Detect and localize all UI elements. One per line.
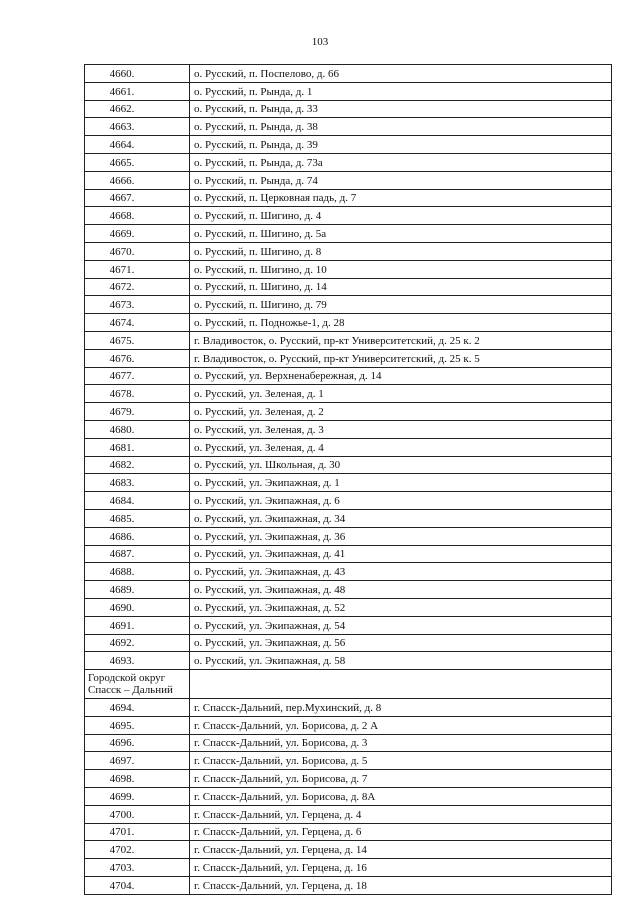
row-address: о. Русский, п. Рында, д. 1 xyxy=(190,82,612,100)
row-number: 4666. xyxy=(85,171,190,189)
row-address: о. Русский, п. Рында, д. 38 xyxy=(190,118,612,136)
row-number: 4694. xyxy=(85,699,190,717)
table-row xyxy=(85,403,612,421)
row-number: 4704. xyxy=(85,877,190,895)
table-row xyxy=(85,82,612,100)
row-number: 4667. xyxy=(85,189,190,207)
row-address: о. Русский, п. Рында, д. 39 xyxy=(190,136,612,154)
table-row xyxy=(85,153,612,171)
table-row xyxy=(85,734,612,752)
table-row xyxy=(85,420,612,438)
table-row xyxy=(85,616,612,634)
row-number: 4699. xyxy=(85,788,190,806)
row-number: 4660. xyxy=(85,65,190,83)
table-row xyxy=(85,545,612,563)
row-address: о. Русский, ул. Экипажная, д. 54 xyxy=(190,616,612,634)
row-number: 4670. xyxy=(85,242,190,260)
row-number: 4689. xyxy=(85,581,190,599)
section-label: Городской округ Спасск – Дальний xyxy=(85,670,190,699)
table-row xyxy=(85,438,612,456)
row-address: о. Русский, п. Подножье-1, д. 28 xyxy=(190,314,612,332)
table-row xyxy=(85,841,612,859)
row-address: г. Спасск-Дальний, ул. Борисова, д. 3 xyxy=(190,734,612,752)
table-row xyxy=(85,65,612,83)
row-number: 4681. xyxy=(85,438,190,456)
table-row xyxy=(85,877,612,895)
row-number: 4687. xyxy=(85,545,190,563)
page-number: 103 xyxy=(311,36,329,48)
row-number: 4698. xyxy=(85,770,190,788)
row-address: о. Русский, ул. Зеленая, д. 1 xyxy=(190,385,612,403)
table-row xyxy=(85,171,612,189)
row-address: г. Спасск-Дальний, ул. Борисова, д. 7 xyxy=(190,770,612,788)
row-number: 4678. xyxy=(85,385,190,403)
row-address: о. Русский, ул. Экипажная, д. 48 xyxy=(190,581,612,599)
row-address: г. Спасск-Дальний, ул. Борисова, д. 2 А xyxy=(190,716,612,734)
table-row xyxy=(85,752,612,770)
row-number: 4679. xyxy=(85,403,190,421)
row-number: 4700. xyxy=(85,805,190,823)
row-number: 4690. xyxy=(85,598,190,616)
row-address: г. Спасск-Дальний, ул. Герцена, д. 4 xyxy=(190,805,612,823)
table-row xyxy=(85,634,612,652)
table-row xyxy=(85,349,612,367)
row-number: 4695. xyxy=(85,716,190,734)
rows-after xyxy=(85,699,612,895)
table-row xyxy=(85,652,612,670)
section-block xyxy=(85,670,612,699)
row-address: о. Русский, п. Шигино, д. 4 xyxy=(190,207,612,225)
row-number: 4685. xyxy=(85,509,190,527)
table-row xyxy=(85,716,612,734)
row-address: о. Русский, п. Шигино, д. 10 xyxy=(190,260,612,278)
row-number: 4665. xyxy=(85,153,190,171)
table-row xyxy=(85,367,612,385)
table-row xyxy=(85,770,612,788)
table-row xyxy=(85,563,612,581)
table-row xyxy=(85,260,612,278)
row-address: г. Владивосток, о. Русский, пр-кт Университетский, д. 25 к. 5 xyxy=(190,349,612,367)
row-address: о. Русский, п. Рында, д. 73а xyxy=(190,153,612,171)
row-number: 4673. xyxy=(85,296,190,314)
row-address: о. Русский, п. Рында, д. 33 xyxy=(190,100,612,118)
row-address: г. Спасск-Дальний, ул. Герцена, д. 14 xyxy=(190,841,612,859)
table-row xyxy=(85,207,612,225)
table-row xyxy=(85,699,612,717)
row-address: г. Владивосток, о. Русский, пр-кт Университетский, д. 25 к. 2 xyxy=(190,331,612,349)
row-address: о. Русский, ул. Экипажная, д. 58 xyxy=(190,652,612,670)
row-number: 4692. xyxy=(85,634,190,652)
row-address: о. Русский, ул. Зеленая, д. 2 xyxy=(190,403,612,421)
table-row xyxy=(85,314,612,332)
row-number: 4683. xyxy=(85,474,190,492)
row-address: о. Русский, п. Церковная падь, д. 7 xyxy=(190,189,612,207)
row-number: 4668. xyxy=(85,207,190,225)
row-number: 4691. xyxy=(85,616,190,634)
table-row xyxy=(85,509,612,527)
row-address: о. Русский, ул. Экипажная, д. 56 xyxy=(190,634,612,652)
row-address: о. Русский, ул. Экипажная, д. 41 xyxy=(190,545,612,563)
table-row xyxy=(85,492,612,510)
row-address: о. Русский, ул. Школьная, д. 30 xyxy=(190,456,612,474)
row-number: 4696. xyxy=(85,734,190,752)
row-number: 4682. xyxy=(85,456,190,474)
row-address: г. Спасск-Дальний, ул. Герцена, д. 16 xyxy=(190,859,612,877)
row-number: 4663. xyxy=(85,118,190,136)
row-address: о. Русский, п. Шигино, д. 79 xyxy=(190,296,612,314)
table-row xyxy=(85,331,612,349)
row-address: о. Русский, ул. Экипажная, д. 43 xyxy=(190,563,612,581)
row-number: 4680. xyxy=(85,420,190,438)
row-number: 4661. xyxy=(85,82,190,100)
table-row xyxy=(85,823,612,841)
table-row xyxy=(85,118,612,136)
table-row xyxy=(85,598,612,616)
table-row xyxy=(85,527,612,545)
row-address: г. Спасск-Дальний, ул. Борисова, д. 5 xyxy=(190,752,612,770)
table-row xyxy=(85,474,612,492)
row-number: 4684. xyxy=(85,492,190,510)
row-address: о. Русский, ул. Экипажная, д. 34 xyxy=(190,509,612,527)
row-number: 4697. xyxy=(85,752,190,770)
row-address: о. Русский, п. Поспелово, д. 66 xyxy=(190,65,612,83)
table-row xyxy=(85,136,612,154)
row-address: г. Спасск-Дальний, ул. Борисова, д. 8А xyxy=(190,788,612,806)
address-table xyxy=(84,64,612,895)
table-row xyxy=(85,385,612,403)
table-row xyxy=(85,788,612,806)
row-address: о. Русский, ул. Верхненабережная, д. 14 xyxy=(190,367,612,385)
row-address: о. Русский, ул. Экипажная, д. 36 xyxy=(190,527,612,545)
row-address: г. Спасск-Дальний, ул. Герцена, д. 6 xyxy=(190,823,612,841)
row-number: 4664. xyxy=(85,136,190,154)
row-address: о. Русский, п. Шигино, д. 8 xyxy=(190,242,612,260)
row-number: 4672. xyxy=(85,278,190,296)
row-number: 4703. xyxy=(85,859,190,877)
table-row xyxy=(85,581,612,599)
row-number: 4674. xyxy=(85,314,190,332)
row-number: 4676. xyxy=(85,349,190,367)
row-number: 4693. xyxy=(85,652,190,670)
row-address: г. Спасск-Дальний, ул. Герцена, д. 18 xyxy=(190,877,612,895)
row-address: о. Русский, ул. Экипажная, д. 1 xyxy=(190,474,612,492)
section-address xyxy=(190,670,612,699)
table-row xyxy=(85,278,612,296)
row-number: 4675. xyxy=(85,331,190,349)
row-address: г. Спасск-Дальний, пер.Мухинский, д. 8 xyxy=(190,699,612,717)
row-address: о. Русский, п. Шигино, д. 5а xyxy=(190,225,612,243)
table-row xyxy=(85,225,612,243)
row-number: 4669. xyxy=(85,225,190,243)
row-number: 4702. xyxy=(85,841,190,859)
row-number: 4662. xyxy=(85,100,190,118)
row-address: о. Русский, ул. Экипажная, д. 52 xyxy=(190,598,612,616)
table-row xyxy=(85,100,612,118)
table-row xyxy=(85,805,612,823)
rows-before xyxy=(85,65,612,670)
row-address: о. Русский, п. Шигино, д. 14 xyxy=(190,278,612,296)
row-number: 4671. xyxy=(85,260,190,278)
section-row xyxy=(85,670,612,699)
row-number: 4688. xyxy=(85,563,190,581)
row-number: 4701. xyxy=(85,823,190,841)
table-row xyxy=(85,456,612,474)
row-number: 4686. xyxy=(85,527,190,545)
row-address: о. Русский, ул. Зеленая, д. 4 xyxy=(190,438,612,456)
table-row xyxy=(85,189,612,207)
table-row xyxy=(85,859,612,877)
row-address: о. Русский, п. Рында, д. 74 xyxy=(190,171,612,189)
row-address: о. Русский, ул. Зеленая, д. 3 xyxy=(190,420,612,438)
row-address: о. Русский, ул. Экипажная, д. 6 xyxy=(190,492,612,510)
row-number: 4677. xyxy=(85,367,190,385)
table-row xyxy=(85,296,612,314)
table-row xyxy=(85,242,612,260)
